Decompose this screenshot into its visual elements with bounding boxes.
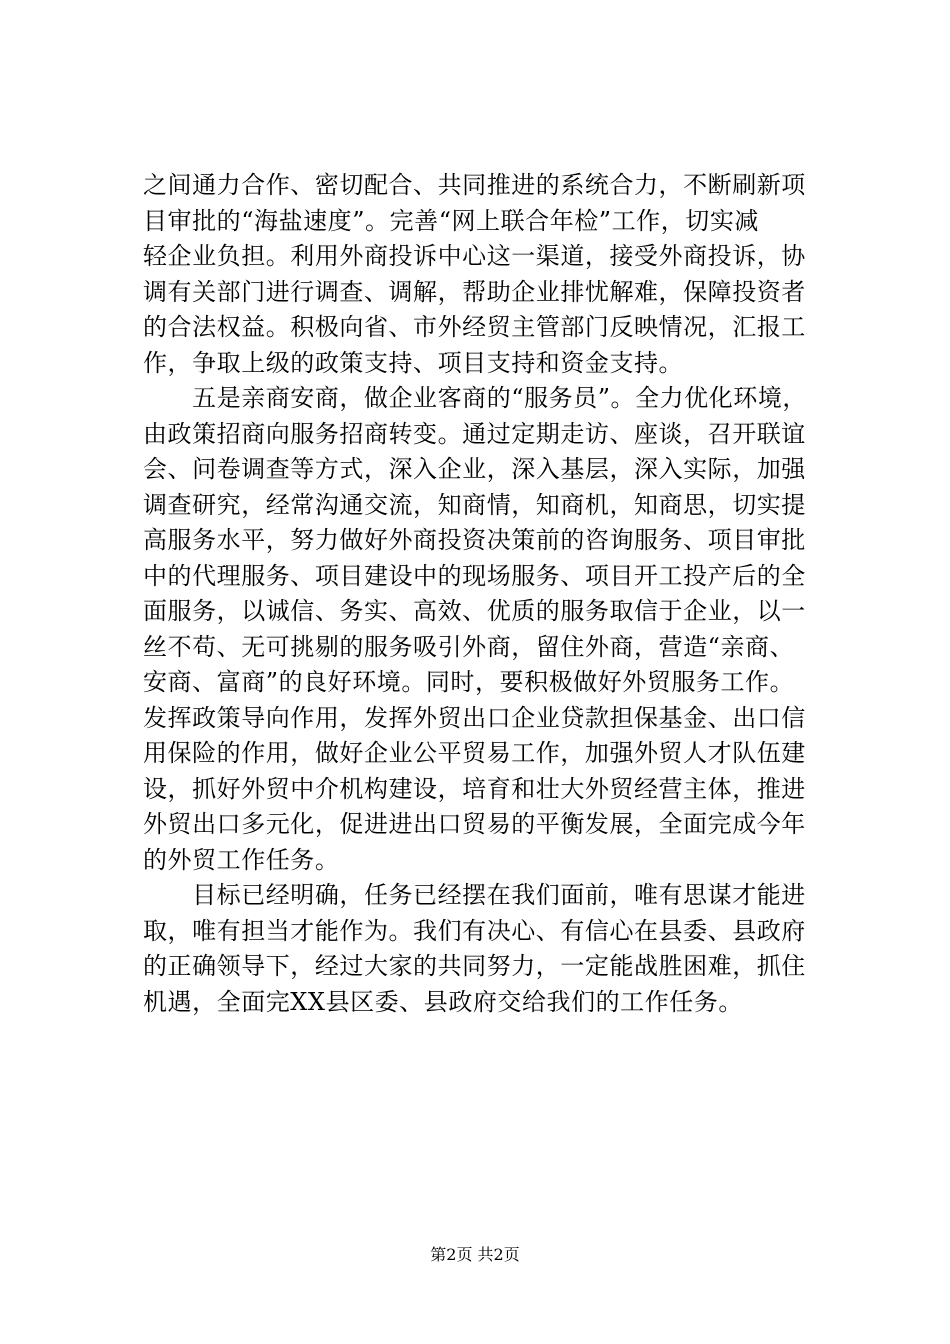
text-line-2: 目审批的“海盐速度”。完善“网上联合年检”工作，切实减 [143, 206, 759, 235]
text-line-22: 取，唯有担当才能作为。我们有决心、有信心在县委、县政府 [143, 916, 806, 945]
text-line-11: 高服务水平，努力做好外商投资决策前的咨询服务、项目审批 [143, 526, 806, 554]
text-line-18: 设，抓好外贸中介机构建设，培育和壮大外贸经营主体，推进 [143, 774, 806, 803]
text-line-17: 用保险的作用，做好企业公平贸易工作，加强外贸人才队伍建 [143, 739, 806, 767]
text-line-13: 面服务，以诚信、务实、高效、优质的服务取信于企业，以一 [143, 597, 806, 625]
text-line-3: 轻企业负担。利用外商投诉中心这一渠道，接受外商投诉，协 [143, 242, 806, 270]
text-line-12: 中的代理服务、项目建设中的现场服务、项目开工投产后的全 [143, 561, 806, 590]
text-line-1: 之间通力合作、密切配合、共同推进的系统合力，不断刷新项 [143, 171, 806, 199]
text-line-15: 安商、富商”的良好环境。同时，要积极做好外贸服务工作。 [143, 668, 795, 696]
text-line-23: 的正确领导下，经过大家的共同努力，一定能战胜困难，抓住 [143, 952, 806, 980]
text-line-21: 目标已经明确，任务已经摆在我们面前，唯有思谋才能进 [143, 881, 806, 909]
text-line-5: 的合法权益。积极向省、市外经贸主管部门反映情况，汇报工 [143, 313, 806, 341]
text-line-20: 的外贸工作任务。 [143, 845, 340, 874]
text-line-9: 会、问卷调查等方式，深入企业，深入基层，深入实际，加强 [143, 455, 806, 483]
text-line-4: 调有关部门进行调查、调解，帮助企业排忧解难，保障投资者 [143, 277, 806, 306]
text-line-14: 丝不苟、无可挑剔的服务吸引外商，留住外商，营造“亲商、 [143, 632, 795, 661]
page-number-label: 第2页 共2页 [430, 1245, 520, 1264]
text-line-6: 作，争取上级的政策支持、项目支持和资金支持。 [143, 348, 684, 377]
text-line-24: 机遇，全面完XX县区委、县政府交给我们的工作任务。 [143, 987, 743, 1016]
text-line-16: 发挥政策导向作用，发挥外贸出口企业贷款担保基金、出口信 [143, 703, 806, 732]
page-footer [0, 1244, 950, 1266]
text-line-19: 外贸出口多元化，促进进出口贸易的平衡发展，全面完成今年 [143, 810, 806, 838]
text-line-8: 由政策招商向服务招商转变。通过定期走访、座谈，召开联谊 [143, 419, 806, 448]
document-body [143, 168, 819, 1020]
text-line-7: 五是亲商安商，做企业客商的“服务员”。全力优化环境， [143, 384, 807, 412]
text-line-10: 调查研究，经常沟通交流，知商情，知商机，知商思，切实提 [143, 490, 806, 519]
